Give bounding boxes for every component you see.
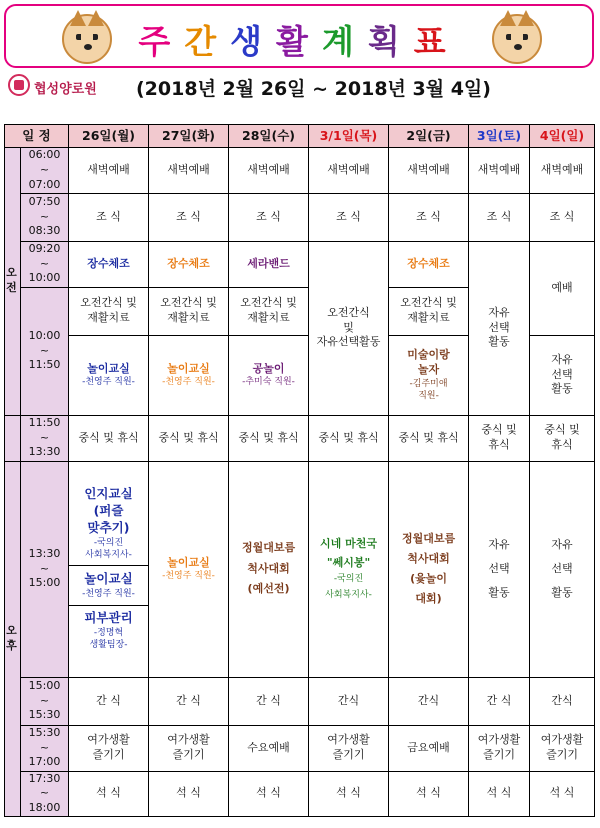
activity-cell: 조 식: [530, 193, 595, 241]
activity-cell: 자유 선택 활동: [469, 461, 530, 677]
activity-cell: 간식: [389, 677, 469, 725]
header-corner: 일 정: [5, 125, 69, 148]
activity-cell: 석 식: [309, 771, 389, 817]
dog-mascot-right-icon: [492, 14, 542, 64]
activity-cell: 조 식: [229, 193, 309, 241]
activity-cell: 장수체조: [149, 241, 229, 287]
activity-cell: 간 식: [69, 677, 149, 725]
title-char: 주: [138, 22, 185, 61]
title-char: 활: [276, 22, 322, 61]
activity-cell: 조 식: [309, 193, 389, 241]
day-header-tue: 27일(화): [149, 125, 229, 148]
activity-cell: 석 식: [530, 771, 595, 817]
activity-cell: 간식: [530, 677, 595, 725]
activity-cell: 중식 및 휴식: [309, 415, 389, 461]
activity-cell: 새벽예배: [229, 148, 309, 194]
activity-cell: 석 식: [229, 771, 309, 817]
activity-cell: 중식 및 휴식: [229, 415, 309, 461]
activity-cell: 미술이랑 놀자 -김주미애 직원-: [389, 335, 469, 415]
subheader: [4, 72, 596, 102]
play-class: 놀이교실 -천영주 직원-: [69, 566, 148, 606]
row-dinner: [5, 771, 595, 817]
activity-cell: 조 식: [69, 193, 149, 241]
time-slot: 06:00 ~ 07:00: [21, 148, 69, 194]
title-char: 표: [413, 22, 460, 61]
cognitive-class: 인지교실 (퍼즐 맞추기) -국의진 사회복지사-: [69, 482, 148, 566]
weekly-schedule-table: [4, 124, 595, 817]
activity-cell: 여가생활 즐기기: [69, 725, 149, 771]
activity-cell: 오전간식 및 재활치료: [229, 287, 309, 335]
activity-cell: 간 식: [229, 677, 309, 725]
activity-cell: 새벽예배: [309, 148, 389, 194]
am-text: 오전: [6, 266, 19, 295]
day-header-sun: 4일(일): [530, 125, 595, 148]
activity-cell: 중식 및 휴식: [389, 415, 469, 461]
activity-cell: 간식: [309, 677, 389, 725]
row-afternoon-snack: [5, 677, 595, 725]
midday-label-blank: [5, 415, 21, 461]
activity-cell: 장수체조: [69, 241, 149, 287]
pm-label: [5, 461, 21, 817]
title-char: 계: [321, 22, 368, 61]
skin-care: 피부관리 -정명혁 생활팀장-: [84, 610, 133, 651]
activity-cell: 세라밴드: [229, 241, 309, 287]
activity-cell: 오전간식 및 자유선택활동: [309, 241, 389, 415]
day-header-sat: 3일(토): [469, 125, 530, 148]
row-afternoon-program: [5, 461, 595, 677]
day-header-fri: 2일(금): [389, 125, 469, 148]
time-slot: 17:30 ~ 18:00: [21, 771, 69, 817]
activity-cell: 자유 선택 활동: [530, 335, 595, 415]
row-morning-exercise: [5, 241, 595, 287]
activity-cell: 새벽예배: [389, 148, 469, 194]
activity-cell: 오전간식 및 재활치료: [69, 287, 149, 335]
day-header-thu-holiday: 3/1일(목): [309, 125, 389, 148]
activity-cell: 간 식: [149, 677, 229, 725]
title-char: 생: [230, 22, 277, 61]
activity-cell: 공놀이 -추미숙 직원-: [229, 335, 309, 415]
row-leisure: [5, 725, 595, 771]
time-slot: 09:20 ~ 10:00: [21, 241, 69, 287]
activity-cell: 새벽예배: [530, 148, 595, 194]
time-slot: 13:30 ~ 15:00: [21, 461, 69, 677]
day-header-mon: 26일(월): [69, 125, 149, 148]
org-name: 협성양로원: [34, 82, 97, 97]
activity-cell: 여가생활 즐기기: [530, 725, 595, 771]
time-slot: 11:50 ~ 13:30: [21, 415, 69, 461]
activity-cell: 중식 및 휴식: [469, 415, 530, 461]
activity-cell: 놀이교실 -천영주 직원-: [149, 335, 229, 415]
activity-cell: 수요예배: [229, 725, 309, 771]
activity-cell: 오전간식 및 재활치료: [149, 287, 229, 335]
activity-cell: 시네 마천국 "쎄시봉" -국의진 사회복지사-: [309, 461, 389, 677]
header-row: [5, 125, 595, 148]
title-banner: [4, 4, 594, 68]
activity-cell: 장수체조: [389, 241, 469, 287]
activity-cell: 석 식: [149, 771, 229, 817]
activity-cell: 여가생활 즐기기: [469, 725, 530, 771]
activity-cell: 금요예배: [389, 725, 469, 771]
org-logo-icon: [8, 74, 30, 96]
pm-text: 오후: [6, 623, 19, 652]
activity-cell: 놀이교실 -천영주 직원-: [149, 461, 229, 677]
activity-cell: 석 식: [389, 771, 469, 817]
activity-cell: 자유 선택 활동: [530, 461, 595, 677]
activity-cell: 여가생활 즐기기: [149, 725, 229, 771]
activity-cell: 예배: [530, 241, 595, 335]
activity-cell: 새벽예배: [69, 148, 149, 194]
activity-cell: 오전간식 및 재활치료: [389, 287, 469, 335]
activity-cell: 정월대보름 척사대회 (예선전): [229, 461, 309, 677]
row-breakfast: [5, 193, 595, 241]
activity-cell: 석 식: [69, 771, 149, 817]
activity-cell: 조 식: [149, 193, 229, 241]
activity-cell: 중식 및 휴식: [69, 415, 149, 461]
time-slot: 10:00 ~ 11:50: [21, 287, 69, 415]
activity-cell: 여가생활 즐기기: [309, 725, 389, 771]
row-lunch: [5, 415, 595, 461]
time-slot: 07:50 ~ 08:30: [21, 193, 69, 241]
activity-cell: 석 식: [469, 771, 530, 817]
activity-cell: 정월대보름 척사대회 (윷놀이 대회): [389, 461, 469, 677]
activity-cell: 조 식: [469, 193, 530, 241]
time-slot: 15:30 ~ 17:00: [21, 725, 69, 771]
activity-cell: 새벽예배: [149, 148, 229, 194]
row-dawn: [5, 148, 595, 194]
activity-cell: 중식 및 휴식: [530, 415, 595, 461]
am-label: [5, 148, 21, 416]
title-char: 간: [184, 22, 231, 61]
activity-cell: 자유 선택 활동: [469, 241, 530, 415]
activity-cell: 조 식: [389, 193, 469, 241]
activity-cell: 새벽예배: [469, 148, 530, 194]
title-char: 획: [367, 22, 414, 61]
schedule-period: (2018년 2월 26일 ~ 2018년 3월 4일): [136, 78, 491, 100]
activity-cell-mon-pm: [69, 461, 149, 677]
activity-cell: 중식 및 휴식: [149, 415, 229, 461]
activity-cell: 놀이교실 -천영주 직원-: [69, 335, 149, 415]
time-slot: 15:00 ~ 15:30: [21, 677, 69, 725]
activity-cell: 간 식: [469, 677, 530, 725]
day-header-wed: 28일(수): [229, 125, 309, 148]
